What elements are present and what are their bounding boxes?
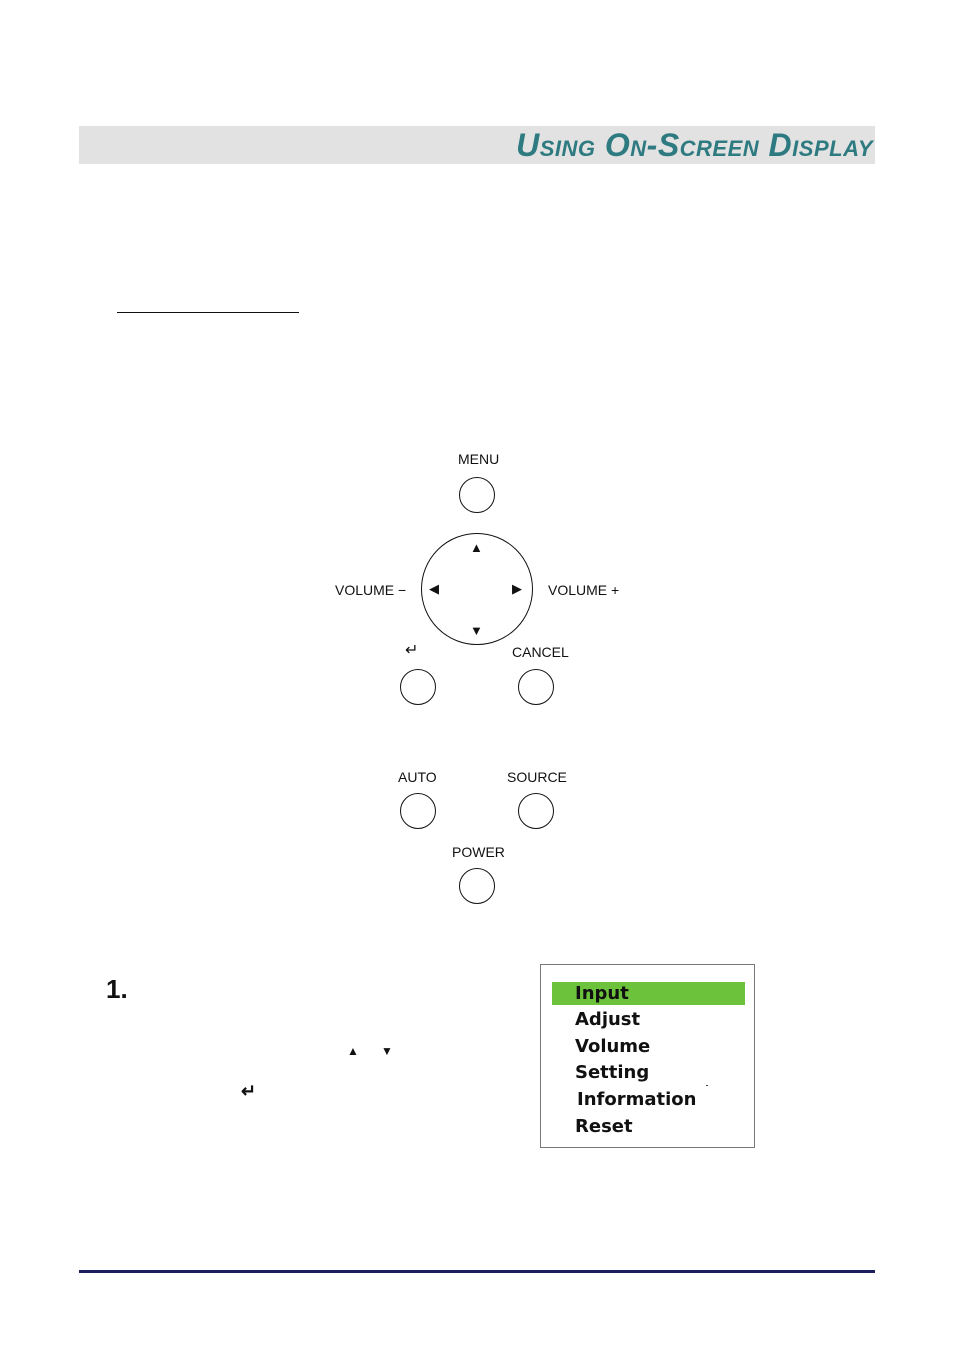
osd-item-information[interactable]: Information <box>577 1089 697 1110</box>
osd-item-reset[interactable]: Reset <box>575 1116 633 1137</box>
direction-pad[interactable] <box>421 533 533 645</box>
arrow-down-icon[interactable]: ▼ <box>470 623 483 638</box>
power-label: POWER <box>452 844 505 860</box>
auto-label: AUTO <box>398 769 437 785</box>
osd-item-volume[interactable]: Volume <box>575 1036 651 1057</box>
source-label: SOURCE <box>507 769 567 785</box>
osd-main-menu <box>540 964 755 1148</box>
section-header-band <box>79 126 875 164</box>
osd-item-adjust[interactable]: Adjust <box>575 1009 641 1030</box>
menu-label: MENU <box>458 451 500 467</box>
cancel-button[interactable] <box>518 669 554 705</box>
osd-speck <box>706 1085 708 1086</box>
arrow-up-icon[interactable]: ▲ <box>470 540 483 555</box>
volume-plus-label: VOLUME + <box>548 582 620 598</box>
cancel-label: CANCEL <box>512 644 569 660</box>
osd-item-input[interactable]: Input <box>552 982 745 1005</box>
volume-minus-label: VOLUME − <box>335 582 407 598</box>
section-title: Using On-Screen Display <box>516 127 873 163</box>
down-arrow-icon: ▼ <box>381 1044 393 1058</box>
arrow-left-icon[interactable]: ◀ <box>429 581 439 596</box>
step-number: 1. <box>106 974 128 1004</box>
source-button[interactable] <box>518 793 554 829</box>
subheading-underline <box>117 312 299 313</box>
enter-icon: ↵ <box>241 1081 257 1101</box>
osd-item-setting[interactable]: Setting <box>575 1062 650 1083</box>
arrow-right-icon[interactable]: ▶ <box>512 581 522 596</box>
enter-button[interactable] <box>400 669 436 705</box>
footer-rule <box>79 1270 875 1273</box>
up-arrow-icon: ▲ <box>347 1044 359 1058</box>
power-button[interactable] <box>459 868 495 904</box>
enter-label-icon: ↵ <box>405 642 419 659</box>
auto-button[interactable] <box>400 793 436 829</box>
menu-button[interactable] <box>459 477 495 513</box>
